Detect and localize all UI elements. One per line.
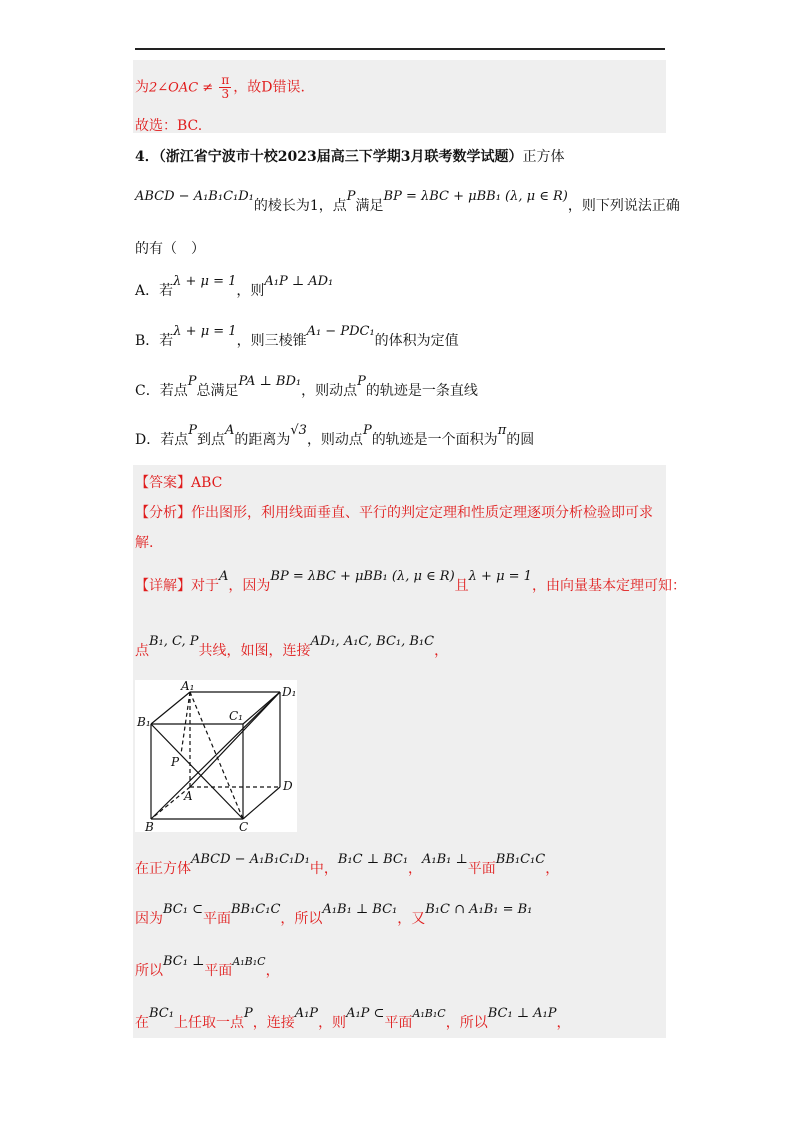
option-math: λ + μ = 1 [173, 324, 237, 339]
detail-line3 [135, 852, 560, 878]
detail-text: 因为 [135, 911, 163, 927]
fraction [219, 74, 231, 101]
detail-text: 平面 [202, 911, 231, 927]
detail-math: BP = λBC + μBB₁ (λ, μ ∈ R) [270, 569, 455, 584]
detail-text: ， [556, 1015, 571, 1031]
fraction-numerator: π [221, 73, 230, 87]
detail-text: ，因为 [228, 578, 271, 594]
option-c [135, 374, 478, 400]
vertex-label: D [283, 779, 293, 793]
detail-math: P [243, 1006, 253, 1021]
detail-math: A₁B₁C [412, 1007, 446, 1020]
vertex-label: D₁ [282, 685, 297, 699]
vertex-label: C₁ [229, 709, 243, 723]
option-math: A₁P ⊥ AD₁ [264, 274, 334, 289]
header-rule [135, 48, 665, 50]
option-label: A．若 [135, 283, 174, 299]
option-math: P [188, 423, 197, 438]
detail-text: ，由向量基本定理可知： [531, 578, 686, 594]
stem-text: ，则下列说法正确 [567, 198, 680, 214]
detail-math: A₁P [294, 1006, 319, 1021]
question-line3: 的有（ ） [135, 241, 205, 257]
cube-diagram [135, 680, 297, 832]
question-line2 [135, 189, 680, 215]
option-a [135, 274, 334, 300]
option-d [135, 423, 535, 449]
detail-text: 共线，如图，连接 [198, 643, 311, 659]
detail-text: ，又 [397, 911, 426, 927]
answer-value: ABC [191, 475, 223, 491]
detail-math: B₁, C, P [149, 634, 199, 649]
option-text: 的体积为定值 [374, 333, 459, 349]
detail-text: ， [434, 643, 449, 659]
detail-line6 [135, 1006, 571, 1032]
detail-text: 在 [135, 1015, 149, 1031]
option-math: λ + μ = 1 [173, 274, 237, 289]
option-label: D．若点 [135, 432, 189, 448]
option-b [135, 324, 459, 350]
option-text: 到点 [196, 432, 225, 448]
detail-math: A₁B₁ ⊥ [422, 852, 468, 867]
analysis-text: 作出图形，利用线面垂直、平行的判定定理和性质定理逐项分析检验即可求 [191, 505, 653, 521]
option-text: 的轨迹是一个面积为 [371, 432, 498, 448]
detail-text: 所以 [135, 963, 163, 979]
detail-math: BC₁ ⊥ [163, 954, 205, 969]
detail-math: AD₁, A₁C, BC₁, B₁C [310, 634, 435, 649]
vertex-label: B₁ [137, 715, 151, 729]
detail-line1 [135, 569, 686, 595]
vertex-label: A [184, 789, 193, 803]
detail-math: B₁C ∩ A₁B₁ = B₁ [425, 902, 533, 917]
option-label: C．若点 [135, 383, 188, 399]
detail-text: ， [545, 861, 560, 877]
detail-math: A₁B₁C [232, 955, 266, 968]
analysis-line2: 解. [135, 535, 154, 551]
option-text: ，则 [236, 283, 265, 299]
detail-text: 上任取一点 [173, 1015, 244, 1031]
detail-math: ABCD − A₁B₁C₁D₁ [191, 852, 310, 867]
detail-math: B₁C ⊥ BC₁ [337, 852, 409, 867]
stem-text: 的棱长为1，点 [253, 198, 347, 214]
prev-text-suffix: ，故D错误. [233, 79, 305, 96]
prev-text: 为 [135, 79, 149, 96]
detail-text: 平面 [384, 1015, 413, 1031]
option-text: 总满足 [196, 383, 239, 399]
cube-figure [135, 680, 297, 832]
detail-text: ，则 [318, 1015, 347, 1031]
option-math: P [357, 374, 366, 389]
detail-math: BB₁C₁C [230, 902, 281, 917]
math-P: P [346, 189, 356, 204]
detail-line5 [135, 954, 280, 980]
detail-line4 [135, 902, 533, 928]
option-text: ，则动点 [301, 383, 358, 399]
prev-conclusion: 故选：BC. [135, 118, 203, 134]
option-math: A₁ − PDC₁ [306, 324, 375, 339]
option-math: A [224, 423, 235, 438]
detail-text: 中， [309, 861, 338, 877]
detail-math: A [219, 569, 229, 584]
prev-solution-line [135, 74, 305, 101]
detail-text: ，所以 [445, 1015, 488, 1031]
option-math: P [187, 374, 197, 389]
detail-text: 点 [135, 643, 149, 659]
detail-text: ， [265, 963, 280, 979]
question-stem: 正方体 [522, 149, 565, 165]
option-math: √3 [290, 423, 307, 438]
detail-math: BC₁ [149, 1006, 174, 1021]
option-text: 的圆 [506, 432, 535, 448]
option-math: π [497, 423, 507, 438]
detail-text: 平面 [467, 861, 496, 877]
math-vector-eq: BP = λBC + μBB₁ (λ, μ ∈ R) [383, 189, 568, 204]
detail-math: A₁P ⊂ [346, 1006, 385, 1021]
detail-math: λ + μ = 1 [468, 569, 532, 584]
option-text: ，则三棱锥 [236, 333, 307, 349]
vertex-label: A₁ [181, 680, 195, 693]
option-math: P [362, 423, 372, 438]
detail-math: BC₁ ⊂ [163, 902, 203, 917]
detail-text: 对于 [191, 578, 219, 594]
option-label: B．若 [135, 333, 174, 349]
prev-math: 2∠OAC ≠ [149, 80, 218, 96]
detail-text: 且 [454, 578, 469, 594]
option-text: 的距离为 [234, 432, 291, 448]
detail-math: BC₁ ⊥ A₁P [487, 1006, 557, 1021]
detail-text: 平面 [204, 963, 233, 979]
math-cube: ABCD − A₁B₁C₁D₁ [135, 189, 254, 204]
question-number: 4． [135, 149, 159, 165]
question-header [135, 146, 564, 166]
detail-text: ，所以 [280, 911, 323, 927]
option-text: ，则动点 [306, 432, 363, 448]
answer-tag: 【答案】 [135, 475, 191, 491]
question-source: （浙江省宁波市十校2023届高三下学期3月联考数学试题） [158, 149, 523, 165]
detail-math: BB₁C₁C [495, 852, 546, 867]
stem-text: 满足 [355, 198, 384, 214]
fraction-denominator: 3 [221, 87, 230, 101]
detail-line2 [135, 634, 449, 660]
detail-math: A₁B₁ ⊥ BC₁ [322, 902, 398, 917]
vertex-label: C [239, 820, 249, 832]
analysis-line1 [135, 502, 653, 522]
analysis-tag: 【分析】 [135, 505, 191, 521]
option-text: 的轨迹是一条直线 [365, 383, 478, 399]
detail-text: ， [408, 861, 423, 877]
detail-text: ，连接 [252, 1015, 295, 1031]
vertex-label: P [171, 755, 180, 769]
detail-tag: 【详解】 [135, 578, 191, 594]
vertex-label: B [145, 820, 154, 832]
answer-line [135, 472, 222, 492]
detail-text: 在正方体 [135, 861, 191, 877]
option-math: PA ⊥ BD₁ [238, 374, 302, 389]
